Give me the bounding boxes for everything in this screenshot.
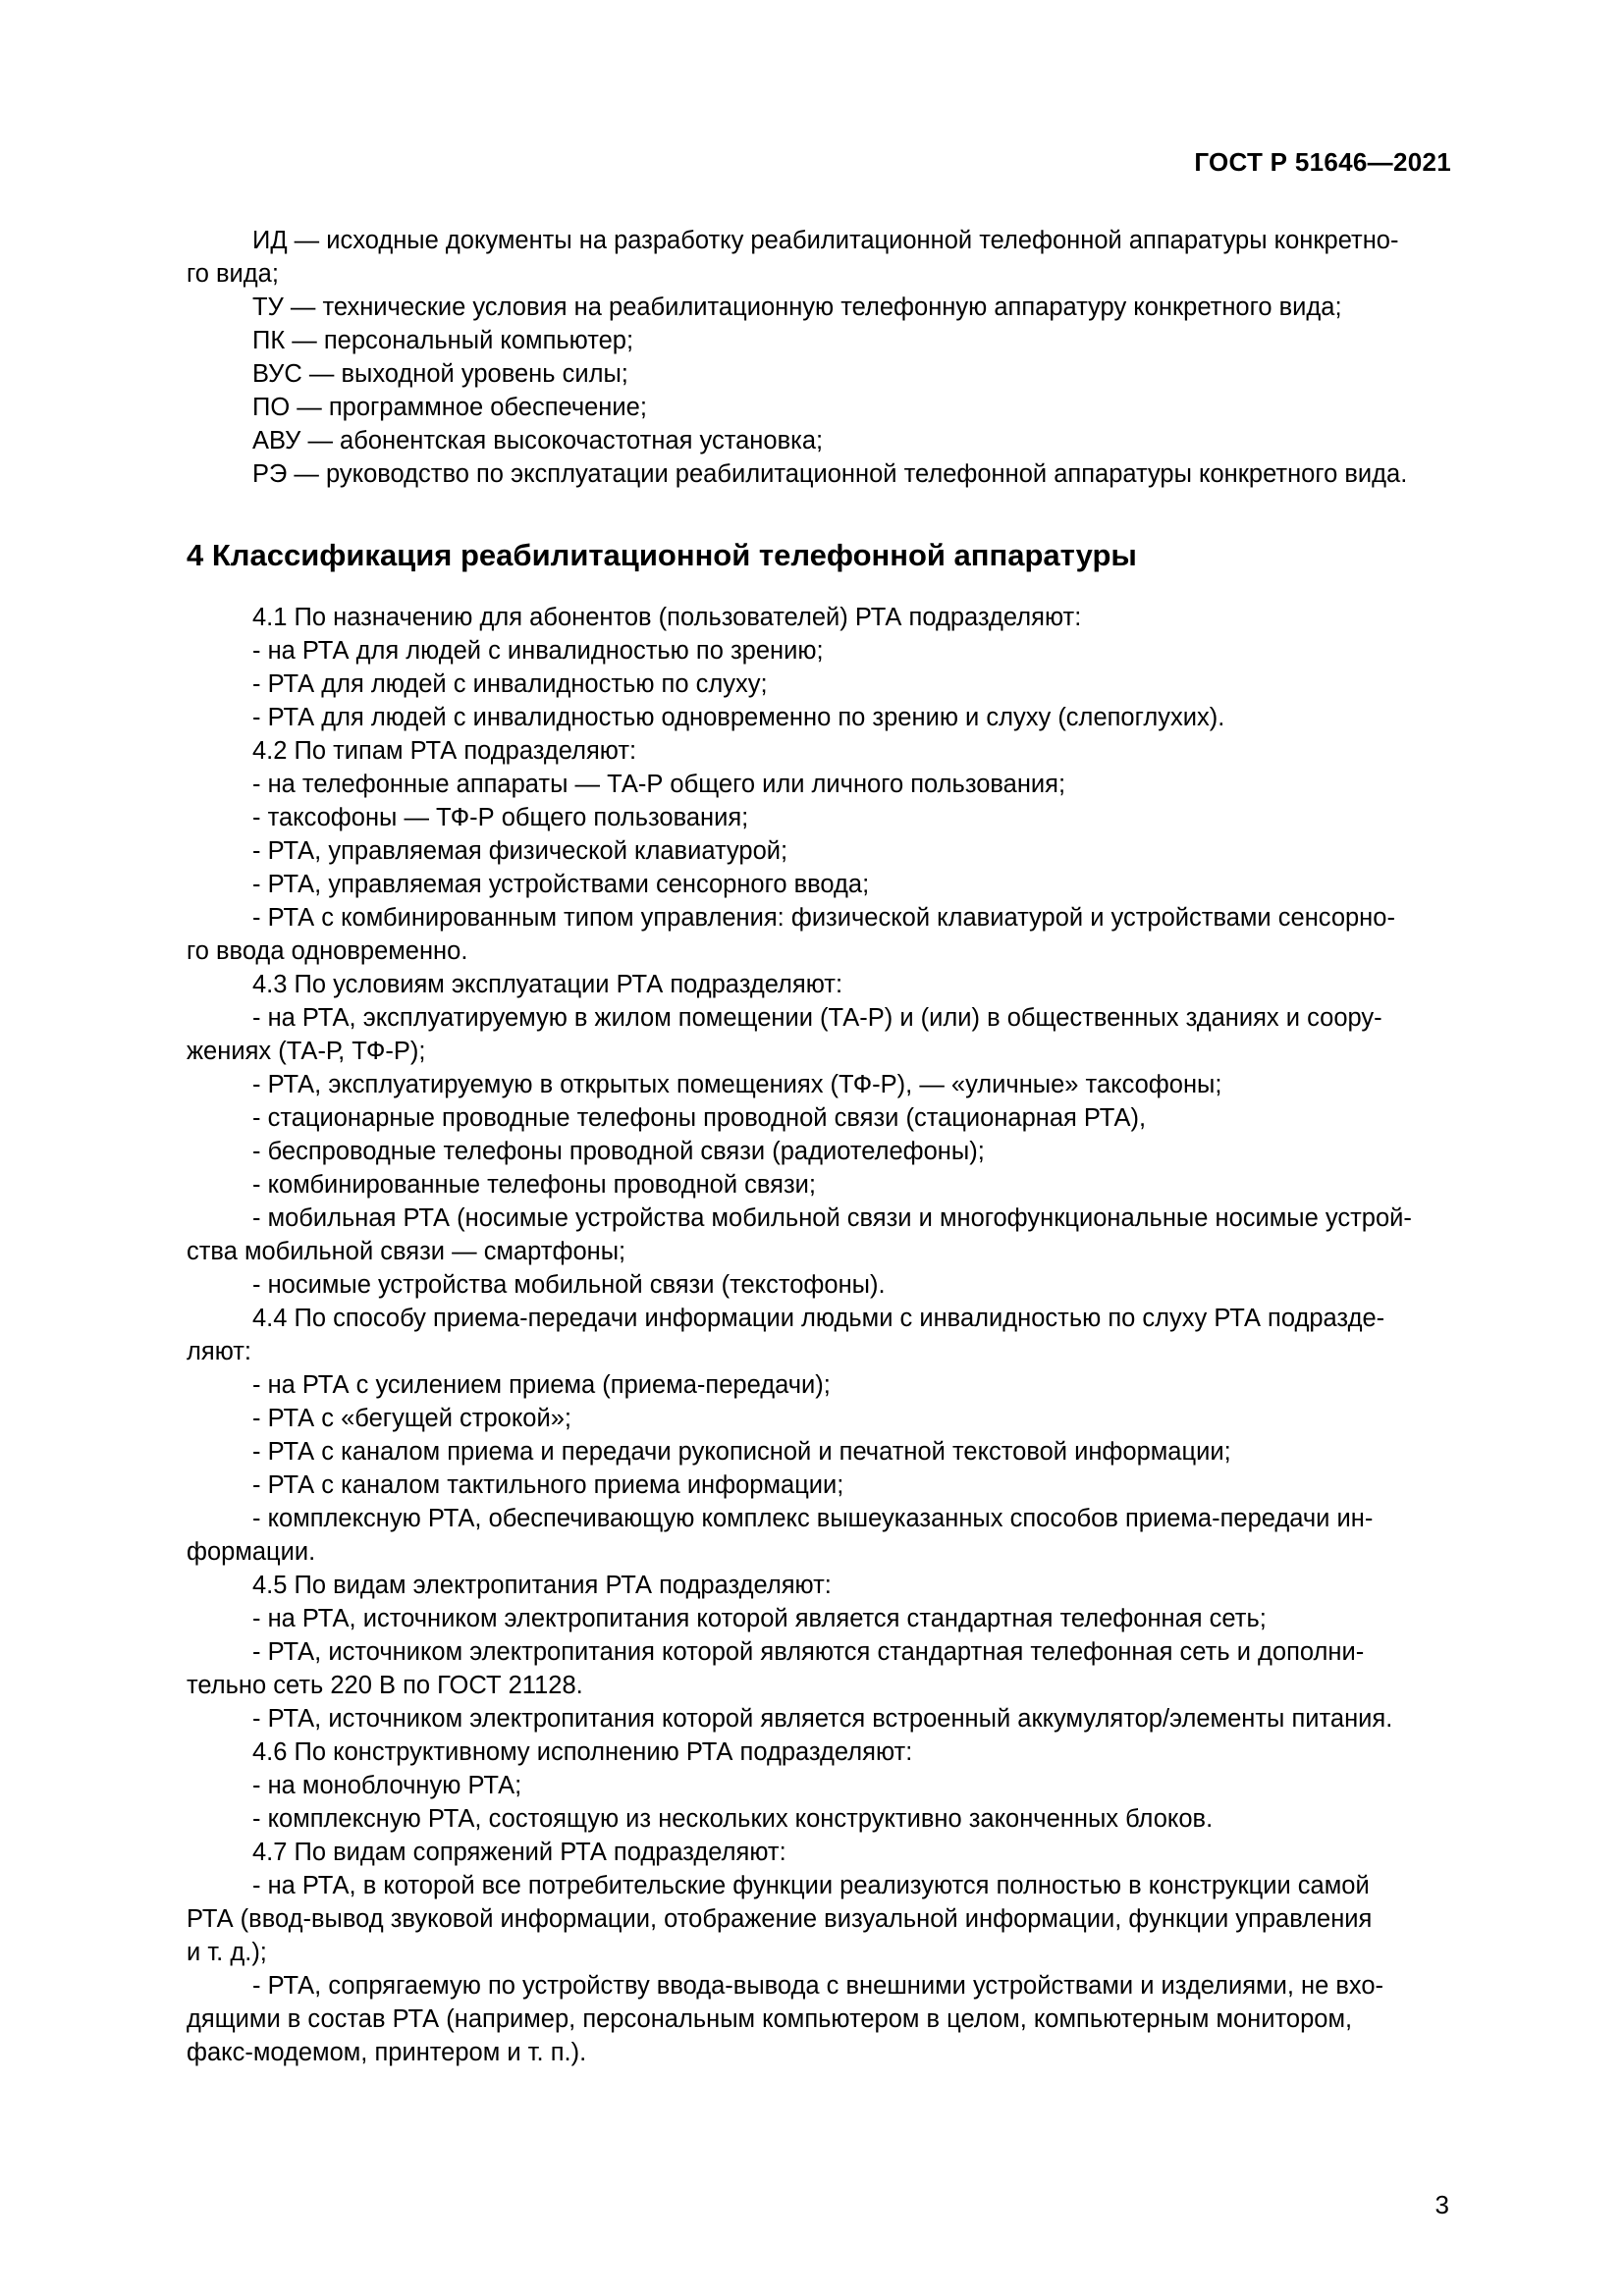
paragraph <box>187 634 1449 667</box>
text-line: РТА (ввод-вывод звуковой информации, отображение визуальной информации, функции управления <box>187 1905 1373 1933</box>
text-line: - РТА, управляемая устройствами сенсорного ввода; <box>252 871 870 898</box>
text-line: - комбинированные телефоны проводной связи; <box>252 1171 816 1199</box>
text-line: - комплексную РТА, состоящую из нескольких конструктивно законченных блоков. <box>252 1805 1214 1833</box>
abbreviation-item <box>187 391 1449 424</box>
paragraph <box>187 1302 1449 1368</box>
text-line: - РТА с каналом тактильного приема информации; <box>252 1471 844 1499</box>
text-line: - стационарные проводные телефоны проводной связи (стационарная РТА), <box>252 1104 1147 1132</box>
abbreviations-list <box>187 224 1449 491</box>
abbreviation-item <box>187 457 1449 491</box>
paragraph <box>187 1502 1449 1569</box>
text-line: - на РТА для людей с инвалидностью по зрению; <box>252 637 824 665</box>
paragraph <box>187 1168 1449 1201</box>
abbreviation-item <box>187 291 1449 324</box>
paragraph <box>187 834 1449 868</box>
abbreviation-item <box>187 224 1449 291</box>
paragraph <box>187 801 1449 834</box>
text-line: жениях (ТА-Р, ТФ-Р); <box>187 1038 426 1065</box>
text-line: - беспроводные телефоны проводной связи (радиотелефоны); <box>252 1138 985 1165</box>
text-line: - на моноблочную РТА; <box>252 1772 522 1799</box>
paragraph <box>187 601 1449 634</box>
abbreviation-item <box>187 424 1449 457</box>
classification-paragraphs <box>187 601 1449 2069</box>
text-line: тельно сеть 220 В по ГОСТ 21128. <box>187 1672 583 1699</box>
text-line: факс-модемом, принтером и т. п.). <box>187 2039 587 2066</box>
paragraph <box>187 1135 1449 1168</box>
paragraph <box>187 1836 1449 1869</box>
paragraph <box>187 1402 1449 1435</box>
paragraph <box>187 1101 1449 1135</box>
text-line: - на РТА, эксплуатируемую в жилом помещении (ТА-Р) и (или) в общественных зданиях и соору- <box>252 1004 1382 1032</box>
text-line: - мобильная РТА (носимые устройства мобильной связи и многофункциональные носимые устрой- <box>252 1204 1412 1232</box>
text-line: РЭ — руководство по эксплуатации реабилитационной телефонной аппаратуры конкретного вида. <box>252 460 1408 488</box>
paragraph <box>187 1268 1449 1302</box>
abbreviation-item <box>187 357 1449 391</box>
text-line: и т. д.); <box>187 1939 267 1966</box>
paragraph <box>187 1602 1449 1635</box>
paragraph <box>187 1702 1449 1735</box>
text-line: ПК — персональный компьютер; <box>252 327 634 354</box>
paragraph <box>187 1368 1449 1402</box>
text-line: го вида; <box>187 260 279 288</box>
text-line: дящими в состав РТА (например, персональным компьютером в целом, компьютерным монитором, <box>187 2005 1353 2033</box>
paragraph <box>187 1735 1449 1769</box>
text-line: - на РТА, в которой все потребительские функции реализуются полностью в конструкции самой <box>252 1872 1370 1899</box>
paragraph <box>187 1468 1449 1502</box>
text-line: - на РТА с усилением приема (приема-передачи); <box>252 1371 831 1399</box>
text-line: - РТА, источником электропитания которой являются стандартная телефонная сеть и дополни- <box>252 1638 1365 1666</box>
text-line: 4.1 По назначению для абонентов (пользователей) РТА подразделяют: <box>252 604 1082 631</box>
paragraph <box>187 1201 1449 1268</box>
paragraph <box>187 734 1449 768</box>
text-line: - РТА, сопрягаемую по устройству ввода-вывода с внешними устройствами и изделиями, не вхо- <box>252 1972 1384 2000</box>
paragraph <box>187 1569 1449 1602</box>
text-line: ляют: <box>187 1338 252 1365</box>
text-line: 4.5 По видам электропитания РТА подразделяют: <box>252 1572 832 1599</box>
paragraph <box>187 868 1449 901</box>
text-line: 4.2 По типам РТА подразделяют: <box>252 737 637 765</box>
text-line: ТУ — технические условия на реабилитационную телефонную аппаратуру конкретного вида; <box>252 294 1342 321</box>
text-line: ИД — исходные документы на разработку реабилитационной телефонной аппаратуры конкретно- <box>252 227 1399 254</box>
text-line: ства мобильной связи — смартфоны; <box>187 1238 626 1265</box>
text-line: - РТА для людей с инвалидностью одновременно по зрению и слуху (слепоглухих). <box>252 704 1225 731</box>
text-line: - РТА с комбинированным типом управления: физической клавиатурой и устройствами сенсорно- <box>252 904 1395 932</box>
text-line: - комплексную РТА, обеспечивающую комплекс вышеуказанных способов приема-передачи ин- <box>252 1505 1374 1532</box>
paragraph <box>187 1769 1449 1802</box>
text-line: - РТА, источником электропитания которой является встроенный аккумулятор/элементы питания. <box>252 1705 1393 1733</box>
text-line: 4.6 По конструктивному исполнению РТА подразделяют: <box>252 1738 913 1766</box>
paragraph <box>187 1435 1449 1468</box>
text-line: 4.7 По видам сопряжений РТА подразделяют: <box>252 1839 786 1866</box>
paragraph <box>187 1969 1449 2069</box>
text-line: - РТА для людей с инвалидностью по слуху; <box>252 670 768 698</box>
text-line: 4.4 По способу приема-передачи информации людьми с инвалидностью по слуху РТА подразде- <box>252 1305 1385 1332</box>
standard-designation: ГОСТ Р 51646—2021 <box>1194 147 1451 177</box>
text-line: АВУ — абонентская высокочастотная установка; <box>252 427 824 454</box>
page-content <box>187 224 1449 2069</box>
paragraph <box>187 1635 1449 1702</box>
text-line: - на РТА, источником электропитания которой является стандартная телефонная сеть; <box>252 1605 1267 1632</box>
paragraph <box>187 968 1449 1001</box>
page-number: 3 <box>1435 2190 1449 2219</box>
paragraph <box>187 1802 1449 1836</box>
section-title: 4 Классификация реабилитационной телефонной аппаратуры <box>187 538 1137 572</box>
text-line: - таксофоны — ТФ-Р общего пользования; <box>252 804 749 831</box>
text-line: 4.3 По условиям эксплуатации РТА подразделяют: <box>252 971 843 998</box>
text-line: формации. <box>187 1538 316 1566</box>
text-line: го ввода одновременно. <box>187 937 468 965</box>
abbreviation-item <box>187 324 1449 357</box>
paragraph <box>187 768 1449 801</box>
paragraph <box>187 701 1449 734</box>
text-line: - на телефонные аппараты — ТА-Р общего или личного пользования; <box>252 771 1066 798</box>
text-line: - РТА, эксплуатируемую в открытых помещениях (ТФ-Р), — «уличные» таксофоны; <box>252 1071 1222 1098</box>
text-line: - РТА с каналом приема и передачи рукописной и печатной текстовой информации; <box>252 1438 1231 1466</box>
text-line: ВУС — выходной уровень силы; <box>252 360 628 388</box>
text-line: - носимые устройства мобильной связи (текстофоны). <box>252 1271 886 1299</box>
text-line: - РТА с «бегущей строкой»; <box>252 1405 571 1432</box>
paragraph <box>187 1869 1449 1969</box>
paragraph <box>187 667 1449 701</box>
text-line: - РТА, управляемая физической клавиатурой; <box>252 837 788 865</box>
text-line: ПО — программное обеспечение; <box>252 394 647 421</box>
paragraph <box>187 901 1449 968</box>
paragraph <box>187 1001 1449 1068</box>
paragraph <box>187 1068 1449 1101</box>
